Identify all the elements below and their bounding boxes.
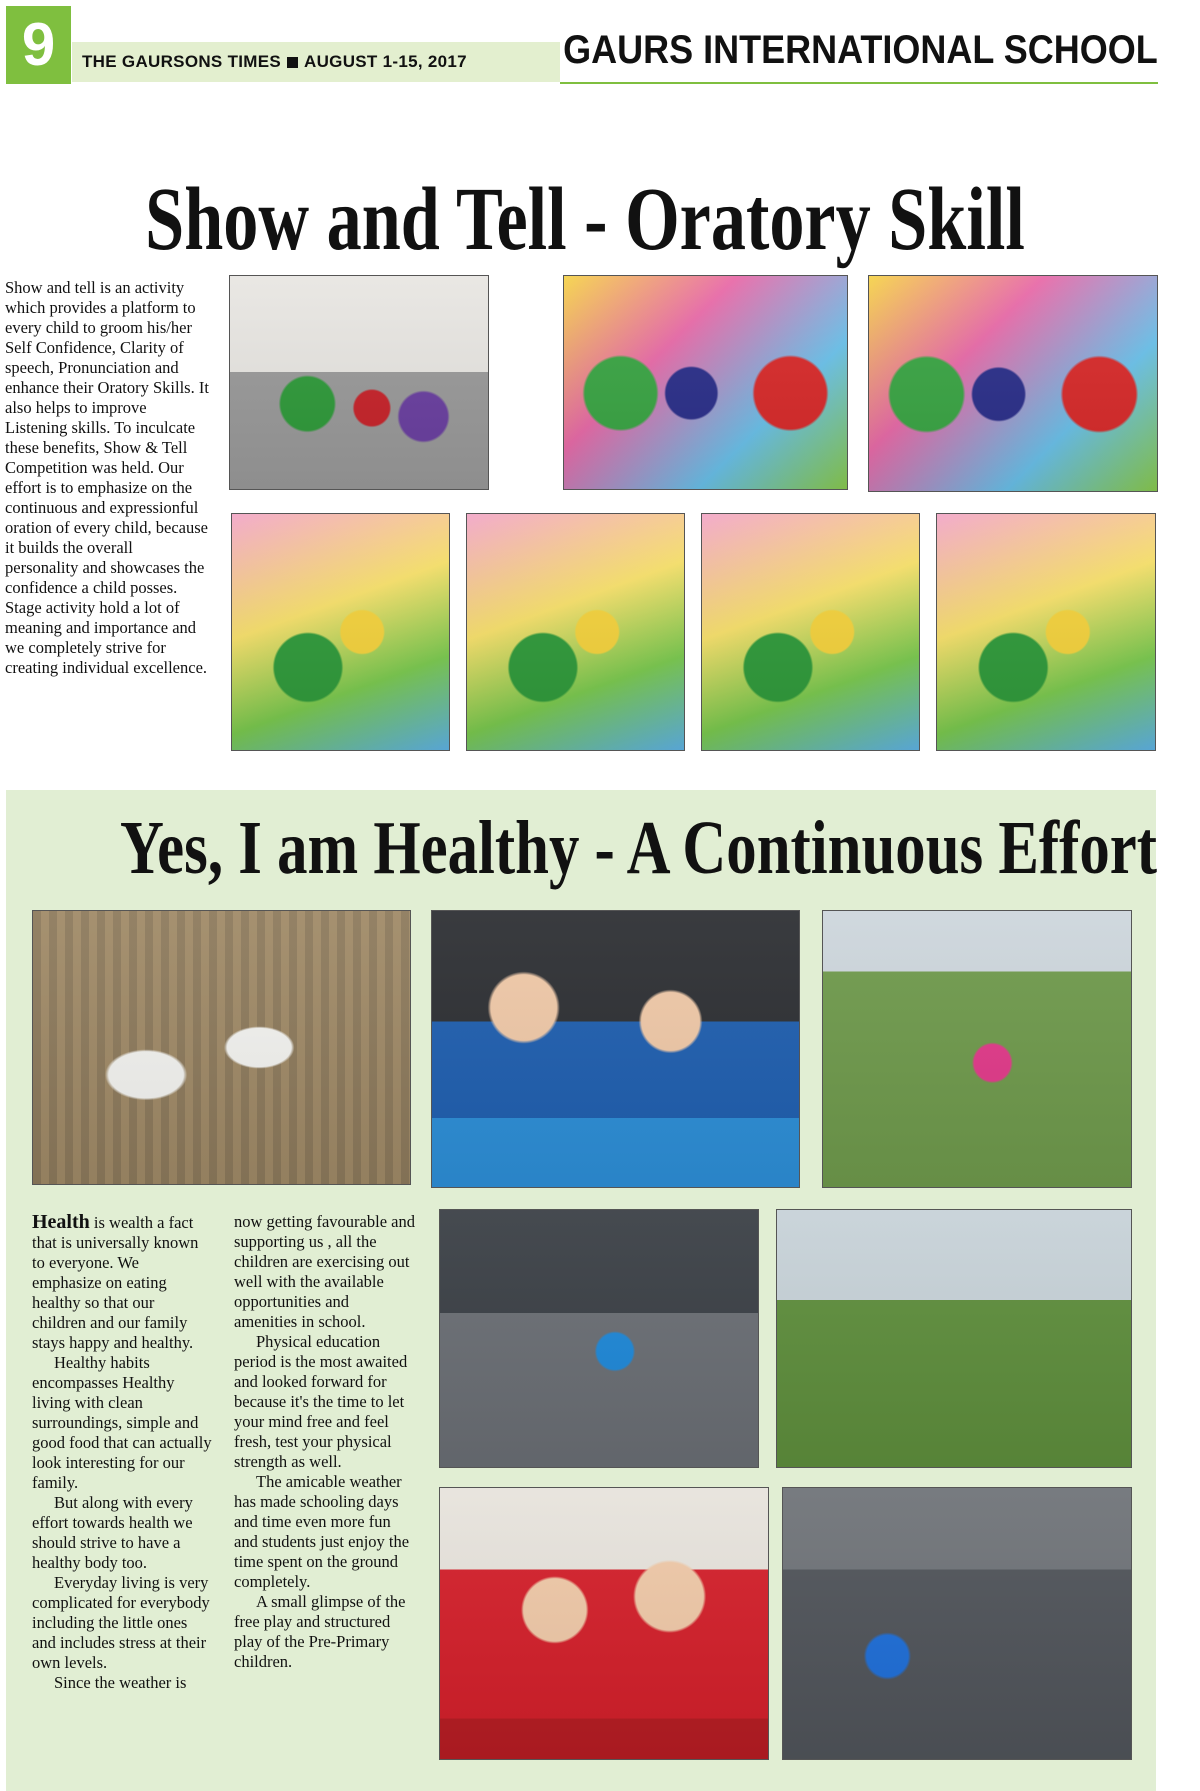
publication-band [72, 42, 560, 82]
student-photo [701, 513, 920, 751]
group-photo [229, 275, 489, 490]
article-column-2 [234, 1212, 416, 1672]
article-title: Show and Tell - Oratory Skill [145, 170, 1025, 269]
group-photo [868, 275, 1158, 492]
student-photo [936, 513, 1156, 751]
lunch-photo [431, 910, 800, 1188]
article-body: Show and tell is an activity which provides a platform to every child to groom his/her Self Confidence, Clarity of speech, Pronunciation and enhance their Oratory Skills. It also helps to improve Listening skills. To inculcate these benefits, Show & Tell Competition was held. Our effort is to emphasize on the continuous and expressionful oration of every child, because it builds the overall personality and showcases the confidence a child posses. Stage activity hold a lot of meaning and importance and we completely strive for creating individual excellence. [5, 278, 209, 677]
article-title: Yes, I am Healthy - A Continuous Effort [120, 806, 1158, 890]
hula-hoop-photo [822, 910, 1132, 1188]
paragraph: But along with every effort towards health we should strive to have a healthy body too. [32, 1493, 193, 1572]
snack-photo [439, 1487, 769, 1760]
ring-photo [782, 1487, 1132, 1760]
boxing-photo [439, 1209, 759, 1468]
group-photo [563, 275, 848, 490]
paragraph: Physical education period is the most awaited and looked forward for because it's the time to let your mind free and feel fresh, test your physical strength as well. [234, 1332, 408, 1471]
student-photo [231, 513, 450, 751]
article-column-1 [32, 1212, 212, 1693]
school-name: GAURS INTERNATIONAL SCHOOL [563, 28, 1158, 72]
student-photo [466, 513, 685, 751]
paragraph: Healthy habits encompasses Healthy living with clean surroundings, simple and good food that can actually look interesting for our family. [32, 1353, 212, 1492]
paragraph: The amicable weather has made schooling days and time even more fun and students just enjoy the time spent on the ground completely. [234, 1472, 410, 1591]
paragraph: now getting favourable and supporting us , all the children are exercising out well with the available opportunities and amenities in school. [234, 1212, 415, 1331]
paragraph: A small glimpse of the free play and structured play of the Pre-Primary children. [234, 1592, 406, 1671]
paragraph [32, 1212, 212, 1353]
field-photo [776, 1209, 1132, 1468]
square-separator-icon [287, 57, 298, 68]
publication-name: THE GAURSONS TIMES [82, 52, 282, 71]
header-rule [560, 82, 1158, 84]
paragraph: Since the weather is [54, 1673, 187, 1692]
paragraph-text: is wealth a fact that is universally known to everyone. We emphasize on eating healthy so that our children and our family stays happy and healthy. [32, 1213, 199, 1352]
lead-word: Health [32, 1211, 90, 1233]
page-number: 9 [6, 6, 71, 84]
paragraph: Everyday living is very complicated for everybody including the little ones and includes stress at their own levels. [32, 1573, 210, 1672]
issue-date: AUGUST 1-15, 2017 [304, 52, 467, 71]
exercise-photo [32, 910, 411, 1185]
